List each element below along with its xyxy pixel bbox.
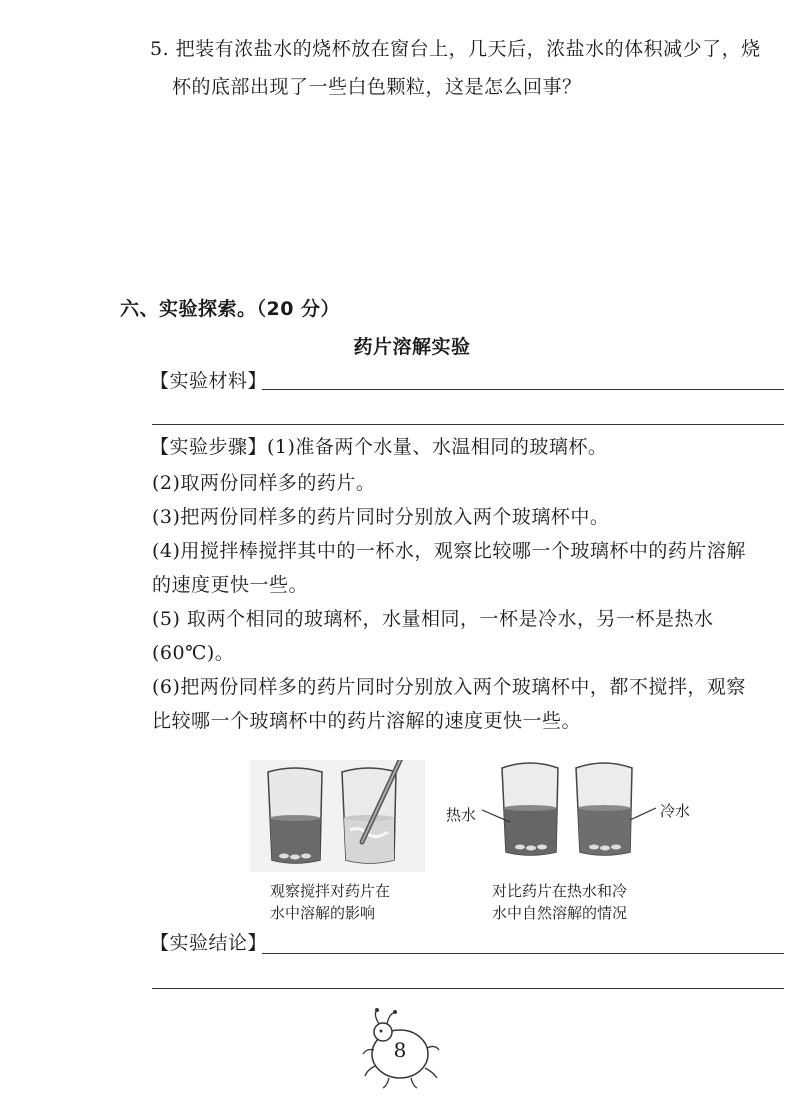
step-5-line-1: (5) 取两个相同的玻璃杯，水量相同，一杯是冷水，另一杯是热水 xyxy=(152,608,714,630)
step-2: (2)取两份同样多的药片。 xyxy=(152,472,376,494)
question-5-line-1: 5. 把装有浓盐水的烧杯放在窗台上，几天后，浓盐水的体积减少了，烧 xyxy=(150,38,761,60)
conclusion-label: 【实验结论】 xyxy=(150,932,268,954)
label-leader-lines xyxy=(470,800,690,830)
materials-label: 【实验材料】 xyxy=(150,370,268,392)
question-5-line-2: 杯的底部出现了一些白色颗粒，这是怎么回事？ xyxy=(172,76,582,98)
materials-answer-line[interactable] xyxy=(262,389,784,390)
cold-water-label: 冷水 xyxy=(660,802,691,820)
stirring-beakers-illustration xyxy=(250,760,425,872)
step-6-line-2: 比较哪一个玻璃杯中的药片溶解的速度更快一些。 xyxy=(152,710,582,732)
hot-water-label: 热水 xyxy=(446,806,477,824)
conclusion-answer-line[interactable] xyxy=(262,953,784,954)
right-figure-caption-line-1: 对比药片在热水和冷 xyxy=(492,882,628,900)
left-figure-caption-line-2: 水中溶解的影响 xyxy=(270,904,376,922)
beaker-unstirred xyxy=(268,768,322,863)
step-4-line-2: 的速度更快一些。 xyxy=(152,574,309,596)
section-6-heading: 六、实验探索。（20 分） xyxy=(120,298,341,320)
left-figure-caption-line-1: 观察搅拌对药片在 xyxy=(270,882,391,900)
step-4-line-1: (4)用搅拌棒搅拌其中的一杯水，观察比较哪一个玻璃杯中的药片溶解 xyxy=(152,540,746,562)
step-6-line-1: (6)把两份同样多的药片同时分别放入两个玻璃杯中，都不搅拌，观察 xyxy=(152,676,746,698)
step-5-line-2: (60℃)。 xyxy=(152,642,235,664)
right-figure-caption-line-2: 水中自然溶解的情况 xyxy=(492,904,628,922)
page-number-badge xyxy=(355,1008,445,1090)
beaker-stirred xyxy=(342,760,402,863)
page-number: 8 xyxy=(393,1038,407,1062)
conclusion-answer-line-2[interactable] xyxy=(152,988,784,989)
experiment-title: 药片溶解实验 xyxy=(353,336,471,358)
step-1: 【实验步骤】(1)准备两个水量、水温相同的玻璃杯。 xyxy=(150,436,608,458)
step-3: (3)把两份同样多的药片同时分别放入两个玻璃杯中。 xyxy=(152,506,610,528)
materials-answer-line-2[interactable] xyxy=(152,424,784,425)
